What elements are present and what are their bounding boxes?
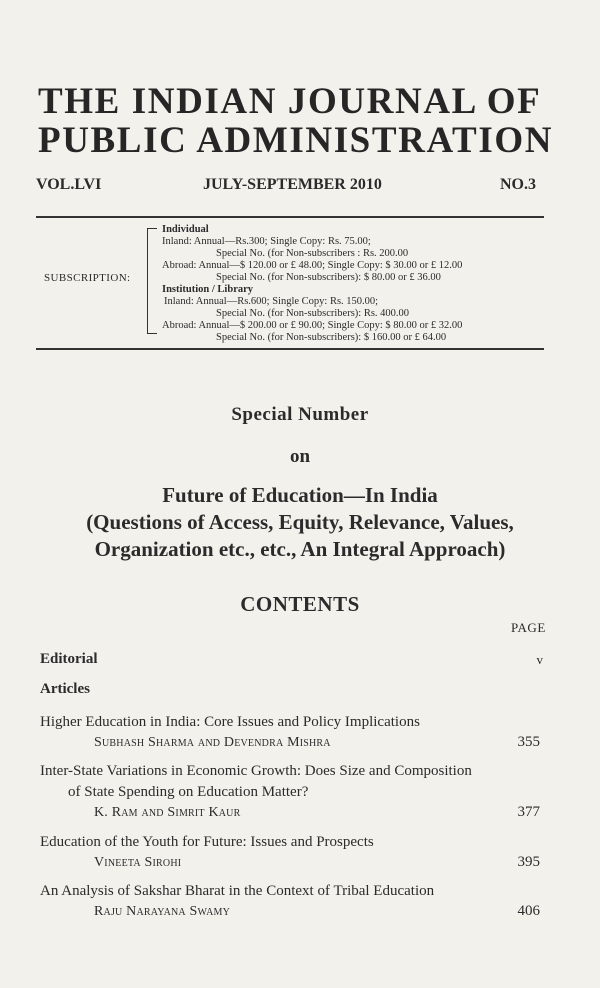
page-column-label: PAGE <box>511 620 546 635</box>
article-title: Education of the Youth for Future: Issues and Prospects <box>40 834 374 850</box>
special-on: on <box>289 446 311 467</box>
article-title: An Analysis of Sakshar Bharat in the Context of Tribal Education <box>40 883 435 899</box>
theme-line: Organization etc., etc., An Integral Approach) <box>94 537 506 561</box>
article-page: 355 <box>517 734 540 750</box>
subscription-line: Abroad: Annual—$ 120.00 or £ 48.00; Single Copy: $ 30.00 or £ 12.00 <box>162 260 463 271</box>
subscription-line: Special No. (for Non-subscribers : Rs. 200.00 <box>216 248 409 259</box>
subscription-line: Institution / Library <box>162 284 254 295</box>
special-theme <box>0 482 600 563</box>
article-page: 406 <box>517 903 540 919</box>
theme-line: Future of Education—In India <box>162 483 438 507</box>
editorial-label: Editorial <box>40 651 98 667</box>
journal-title-line-1: THE INDIAN JOURNAL OF <box>38 81 542 122</box>
subscription-line: Inland: Annual—Rs.600; Single Copy: Rs. 150.00; <box>164 296 379 307</box>
article-page: 395 <box>517 854 540 870</box>
editorial-page: v <box>536 652 543 667</box>
subscription-bracket <box>147 228 157 334</box>
article-authors: K. Ram and Simrit Kaur <box>94 805 241 820</box>
article-authors: Subhash Sharma and Devendra Mishra <box>94 735 331 750</box>
subscription-line: Inland: Annual—Rs.300; Single Copy: Rs. 75.00; <box>162 236 371 247</box>
article-title: Inter-State Variations in Economic Growth: Does Size and Composition of State Spending on Education Matter? <box>40 763 472 800</box>
article-authors: Raju Narayana Swamy <box>94 904 231 919</box>
article-authors: Vineeta Sirohi <box>94 855 182 870</box>
theme-line: (Questions of Access, Equity, Relevance, Values, <box>86 510 514 534</box>
subscription-line: Special No. (for Non-subscribers): Rs. 400.00 <box>216 308 410 319</box>
special-number-heading: Special Number <box>231 404 369 425</box>
subscription-details <box>162 224 462 344</box>
subscription-line: Individual <box>162 224 209 235</box>
bottom-divider <box>36 348 544 350</box>
subscription-label: SUBSCRIPTION: <box>44 272 131 284</box>
issue-period: JULY-SEPTEMBER 2010 <box>203 176 382 193</box>
article-page: 377 <box>517 804 540 820</box>
contents-heading: CONTENTS <box>240 592 360 616</box>
subscription-line: Abroad: Annual—$ 200.00 or £ 90.00; Single Copy: $ 80.00 or £ 32.00 <box>162 320 463 331</box>
volume-label: VOL.LVI <box>36 176 102 193</box>
top-divider <box>36 216 544 218</box>
subscription-line: Special No. (for Non-subscribers): $ 80.00 or £ 36.00 <box>216 272 441 283</box>
article-title: Higher Education in India: Core Issues and Policy Implications <box>40 714 420 730</box>
articles-label: Articles <box>40 681 90 697</box>
issue-number: NO.3 <box>500 176 536 193</box>
subscription-line: Special No. (for Non-subscribers): $ 160.00 or £ 64.00 <box>216 332 447 343</box>
journal-title-line-2: PUBLIC ADMINISTRATION <box>38 120 554 161</box>
